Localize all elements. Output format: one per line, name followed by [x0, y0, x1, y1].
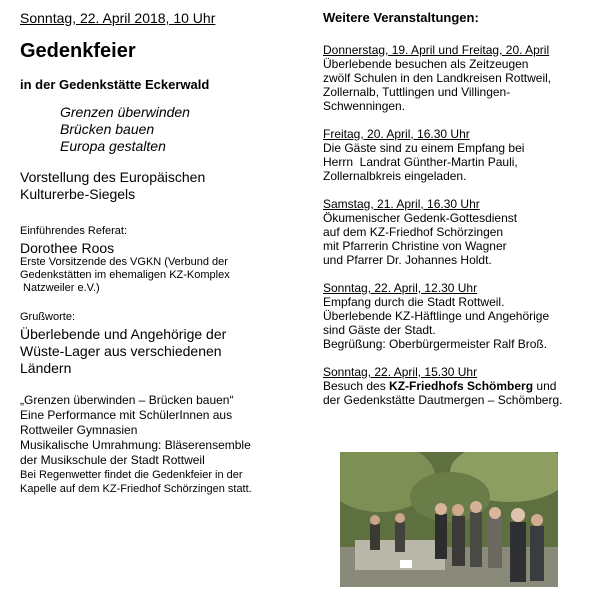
event-date: Sonntag, 22. April, 15.30 Uhr: [323, 365, 478, 379]
memorial-photo-illustration: [340, 452, 558, 587]
greetings-line: Überlebende und Angehörige der: [20, 326, 227, 342]
event-line: sind Gäste der Stadt.: [323, 323, 436, 337]
greetings-line: Ländern: [20, 360, 72, 376]
event-line: Überlebende KZ-Häftlinge und Angehörige: [323, 309, 550, 323]
performance-line: Eine Performance mit SchülerInnen aus: [20, 408, 233, 422]
event-line: Die Gäste sind zu einem Empfang bei: [323, 141, 525, 155]
performance-line: Rottweiler Gymnasien: [20, 423, 138, 437]
event-text-bold: KZ-Friedhofs Schömberg: [389, 379, 534, 393]
event-line: Begrüßung: Oberbürgermeister Ralf Broß.: [323, 337, 548, 351]
keynote-block: [20, 225, 305, 295]
event-item: [323, 43, 598, 113]
presentation-line: Vorstellung des Europäischen: [20, 169, 206, 185]
rain-notice: [20, 468, 305, 496]
performance-line: „Grenzen überwinden – Brücken bauen“: [20, 393, 234, 407]
event-text: Besuch des: [323, 379, 390, 393]
more-events-heading: Weitere Veranstaltungen:: [323, 10, 479, 25]
event-date: Sonntag, 22. April, 12.30 Uhr: [323, 281, 478, 295]
keynote-label: Einführendes Referat:: [20, 225, 128, 237]
music-line: der Musikschule der Stadt Rottweil: [20, 453, 205, 467]
main-event-date: Sonntag, 22. April 2018, 10 Uhr: [20, 10, 216, 26]
event-line: Schwenningen.: [323, 99, 406, 113]
greetings-line: Wüste-Lager aus verschiedenen: [20, 343, 222, 359]
photo-flowers: [400, 560, 412, 568]
right-column: [323, 10, 598, 421]
motto: [60, 104, 305, 155]
event-line: der Gedenkstätte Dautmergen – Schömberg.: [323, 393, 563, 407]
event-location: in der Gedenkstätte Eckerwald: [20, 77, 210, 92]
music-line: Musikalische Umrahmung: Bläserensemble: [20, 438, 251, 452]
motto-line: Europa gestalten: [60, 138, 166, 154]
presentation-line: Kulturerbe-Siegels: [20, 186, 136, 202]
music-block: [20, 438, 305, 468]
rain-notice-line: Kapelle auf dem KZ-Friedhof Schörzingen statt.: [20, 483, 252, 495]
event-line: Ökumenischer Gedenk-Gottesdienst: [323, 211, 518, 225]
speaker-role-line: Gedenkstätten im ehemaligen KZ-Komplex: [20, 269, 230, 281]
event-line: Herrn Landrat Günther-Martin Pauli,: [323, 155, 518, 169]
event-line: Empfang durch die Stadt Rottweil.: [323, 295, 505, 309]
speaker-role-line: Erste Vorsitzende des VGKN (Verbund der: [20, 256, 228, 268]
event-line: mit Pfarrerin Christine von Wagner: [323, 239, 507, 253]
event-text: und: [533, 379, 557, 393]
motto-line: Grenzen überwinden: [60, 104, 190, 120]
speaker-role-line: Natzweiler e.V.): [20, 282, 100, 294]
event-date: Donnerstag, 19. April und Freitag, 20. April: [323, 43, 550, 57]
page-title: Gedenkfeier: [20, 40, 136, 62]
keynote-speaker: Dorothee Roos: [20, 240, 115, 256]
event-line: und Pfarrer Dr. Johannes Holdt.: [323, 253, 492, 267]
motto-line: Brücken bauen: [60, 121, 155, 137]
performance-block: [20, 393, 305, 438]
event-item: [323, 365, 598, 407]
event-line: auf dem KZ-Friedhof Schörzingen: [323, 225, 504, 239]
event-date: Freitag, 20. April, 16.30 Uhr: [323, 127, 470, 141]
event-line: zwölf Schulen in den Landkreisen Rottweil,: [323, 71, 552, 85]
event-item: [323, 197, 598, 267]
event-line: [323, 379, 598, 393]
heritage-seal-presentation: [20, 169, 305, 203]
event-item: [323, 281, 598, 351]
event-line: Zollernalbkreis eingeladen.: [323, 169, 467, 183]
event-line: Überlebende besuchen als Zeitzeugen: [323, 57, 529, 71]
event-item: [323, 127, 598, 183]
greetings-block: [20, 311, 305, 377]
greetings-label: Grußworte:: [20, 311, 76, 323]
event-line: Zollernalb, Tuttlingen und Villingen-: [323, 85, 511, 99]
left-column: [20, 10, 305, 496]
rain-notice-line: Bei Regenwetter findet die Gedenkfeier in der: [20, 469, 243, 481]
memorial-photo: [340, 452, 558, 587]
event-date: Samstag, 21. April, 16.30 Uhr: [323, 197, 480, 211]
greetings-text: [20, 326, 305, 377]
